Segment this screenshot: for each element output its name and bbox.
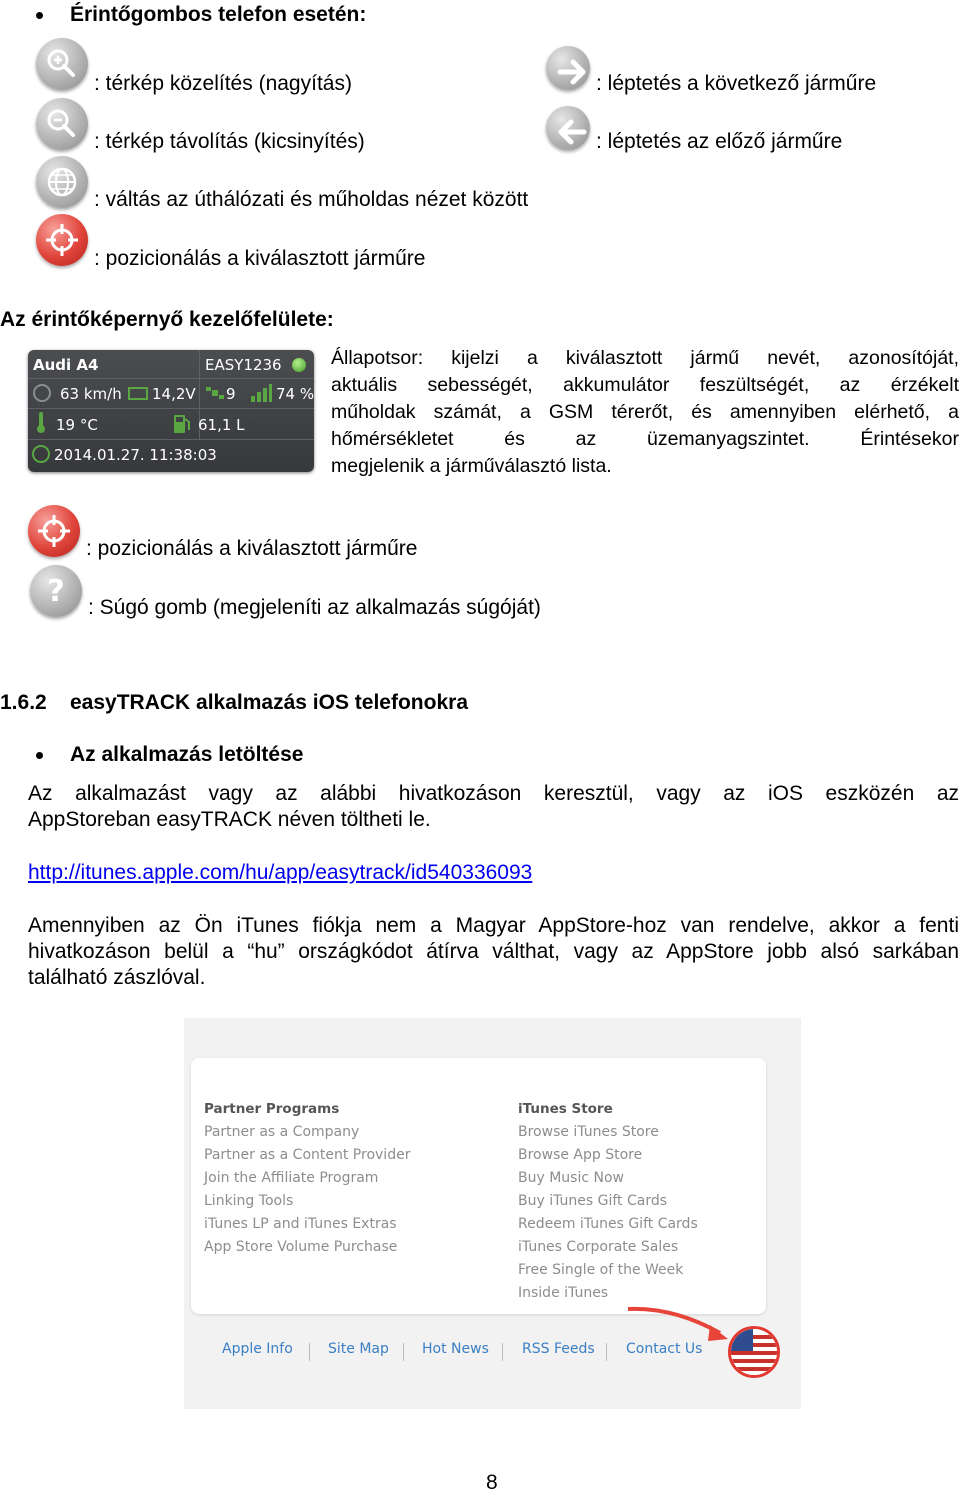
temperature-value: 19 °C <box>56 416 98 434</box>
fuel-icon <box>174 413 190 433</box>
footer-link[interactable]: Browse iTunes Store <box>518 1124 659 1140</box>
footer-link[interactable]: Buy iTunes Gift Cards <box>518 1193 668 1209</box>
satellite-count: 9 <box>226 385 236 403</box>
itunes-paragraph-line: Amennyiben az Ön iTunes fiókja nem a Magyar AppStore-hoz van rendelve, akkor a fenti <box>28 914 959 937</box>
footer-link[interactable]: iTunes Corporate Sales <box>518 1239 679 1255</box>
itunes-store-column <box>518 1098 698 1305</box>
touchscreen-heading: Az érintőképernyő kezelőfelülete: <box>0 308 334 331</box>
bottom-link-rss-feeds[interactable]: RSS Feeds <box>522 1341 595 1357</box>
bottom-link-apple-info[interactable]: Apple Info <box>222 1341 293 1357</box>
battery-icon <box>128 387 148 400</box>
footer-link[interactable]: Browse App Store <box>518 1147 643 1163</box>
gsm-signal-icon <box>250 384 272 402</box>
speed-value: 63 km/h <box>60 385 122 403</box>
itunes-footer-screenshot <box>184 1018 801 1409</box>
arrow-left-icon <box>546 106 590 150</box>
status-desc-line: hőmérsékletet és az üzemanyagszintet. Érintésekor <box>331 428 959 450</box>
vehicle-id: EASY1236 <box>205 356 282 374</box>
crosshair-icon <box>36 214 88 266</box>
status-desc-line: Állapotsor: kijelzi a kiválasztott jármű nevét, azonosítóját, <box>331 347 959 369</box>
clock-icon <box>32 445 50 463</box>
footer-link[interactable]: App Store Volume Purchase <box>204 1239 398 1255</box>
touch-heading: Érintőgombos telefon esetén: <box>70 3 367 26</box>
zoom-out-icon <box>36 98 88 150</box>
partner-programs-column <box>204 1098 410 1259</box>
footer-link[interactable]: Partner as a Company <box>204 1124 360 1140</box>
online-indicator-icon <box>292 358 306 372</box>
download-paragraph-line: AppStoreban easyTRACK néven töltheti le. <box>28 808 431 831</box>
speedometer-icon <box>33 384 51 402</box>
vehicle-name: Audi A4 <box>33 356 99 374</box>
footer-link[interactable]: Linking Tools <box>204 1193 294 1209</box>
help-label: : Súgó gomb (megjeleníti az alkalmazás súgóját) <box>88 596 541 619</box>
fuel-value: 61,1 L <box>198 416 245 434</box>
next-vehicle-label: : léptetés a következő járműre <box>596 72 877 95</box>
arrow-right-icon <box>546 46 590 90</box>
footer-link[interactable]: Join the Affiliate Program <box>204 1170 379 1186</box>
bullet <box>36 752 43 759</box>
footer-link[interactable]: iTunes LP and iTunes Extras <box>204 1216 397 1232</box>
bottom-link-contact-us[interactable]: Contact Us <box>626 1341 703 1357</box>
gsm-value: 74 % <box>276 385 315 403</box>
bottom-link-hot-news[interactable]: Hot News <box>422 1341 489 1357</box>
satellite-icon <box>206 384 224 402</box>
position-label-2: : pozicionálás a kiválasztott járműre <box>86 537 418 560</box>
column-heading: Partner Programs <box>204 1101 340 1117</box>
download-heading: Az alkalmazás letöltése <box>70 743 304 766</box>
bullet <box>36 12 43 19</box>
crosshair-icon <box>28 505 80 557</box>
section-title: easyTRACK alkalmazás iOS telefonokra <box>70 691 468 714</box>
thermometer-icon <box>37 412 45 434</box>
red-arrow-icon <box>624 1303 734 1348</box>
globe-icon <box>36 156 88 208</box>
svg-text:?: ? <box>47 574 65 609</box>
footer-link[interactable]: Redeem iTunes Gift Cards <box>518 1216 698 1232</box>
itunes-paragraph-line: található zászlóval. <box>28 966 206 989</box>
voltage-value: 14,2V <box>152 385 196 403</box>
zoom-out-label: : térkép távolítás (kicsinyítés) <box>94 130 365 153</box>
us-flag-icon[interactable] <box>728 1326 780 1378</box>
prev-vehicle-label: : léptetés az előző járműre <box>596 130 843 153</box>
help-icon <box>30 565 82 617</box>
zoom-in-label: : térkép közelítés (nagyítás) <box>94 72 352 95</box>
bottom-link-site-map[interactable]: Site Map <box>328 1341 389 1357</box>
status-desc-line: aktuális sebességét, akkumulátor feszültségét, az érzékelt <box>331 374 959 396</box>
datetime-value: 2014.01.27. 11:38:03 <box>54 446 217 464</box>
footer-link[interactable]: Buy Music Now <box>518 1170 624 1186</box>
column-heading: iTunes Store <box>518 1101 613 1117</box>
section-number: 1.6.2 <box>0 691 47 714</box>
footer-link[interactable]: Free Single of the Week <box>518 1262 684 1278</box>
status-desc-line: műholdak számát, a GSM térerőt, és amennyiben elérhető, a <box>331 401 959 423</box>
footer-link[interactable]: Inside iTunes <box>518 1285 609 1301</box>
zoom-in-icon <box>36 38 88 90</box>
footer-link[interactable]: Partner as a Content Provider <box>204 1147 411 1163</box>
status-bar[interactable] <box>28 350 314 472</box>
download-paragraph-line: Az alkalmazást vagy az alábbi hivatkozáson keresztül, vagy az iOS eszközén az <box>28 782 959 805</box>
itunes-paragraph-line: hivatkozáson belül a “hu” országkódot átírva válthat, vagy az AppStore jobb alsó sarkában <box>28 940 959 963</box>
status-desc-line: megjelenik a járműválasztó lista. <box>331 455 612 477</box>
page-number: 8 <box>486 1471 498 1494</box>
status-description <box>331 345 959 480</box>
map-view-label: : váltás az úthálózati és műholdas nézet között <box>94 188 529 211</box>
position-label: : pozicionálás a kiválasztott járműre <box>94 247 426 270</box>
appstore-link[interactable]: http://itunes.apple.com/hu/app/easytrack/id540336093 <box>28 861 533 884</box>
